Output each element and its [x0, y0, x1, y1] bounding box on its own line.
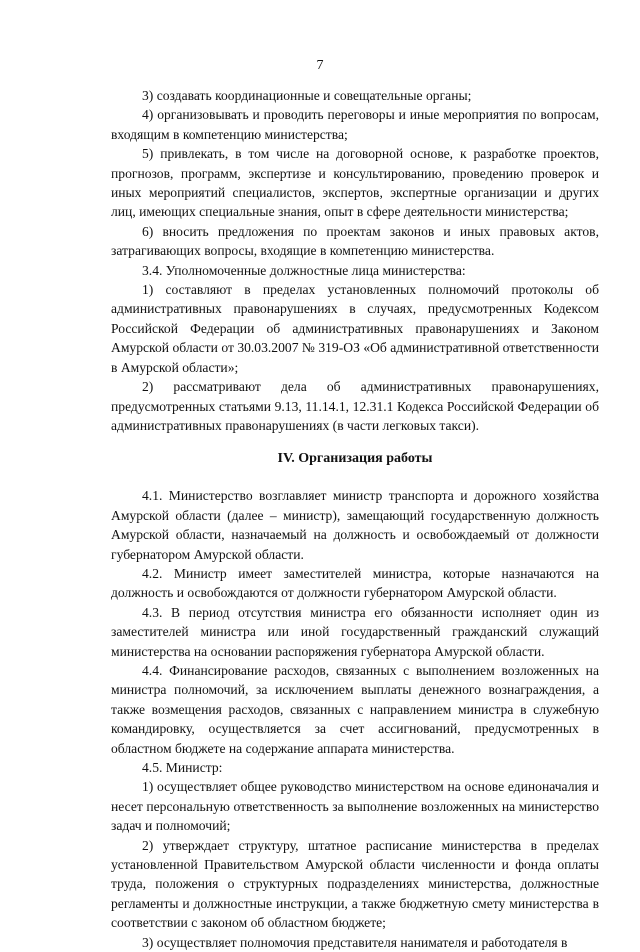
section-heading: IV. Организация работы	[277, 451, 433, 467]
paragraph-4-4: 4.4. Финансирование расходов, связанных с выполнением возложенных на министра полномочий, за исключением выплаты денежного вознаграждения, а также возмещения расходов, связанных с направлением министра в служебную командировку, осуществляется за счет ассигнований, предусмотренных в областном бюджете на содержание аппарата министерства.	[111, 662, 599, 756]
paragraph-4-3: 4.3. В период отсутствия министра его обязанности исполняет один из заместителей министра или иной государственный гражданский служащий министерства на основании распоряжения губернатора Амурской области.	[111, 604, 599, 659]
page-number: 7	[316, 58, 324, 73]
paragraph-4-1: 4.1. Министерство возглавляет министр транспорта и дорожного хозяйства Амурской области (далее – министр), замещающий государственную должность Амурской области, назначаемый на должность и освобождаемый от должности губернатором Амурской области.	[111, 488, 599, 562]
paragraph-3-4-item-1: 1) составляют в пределах установленных полномочий протоколы об административных правонарушениях в случаях, предусмотренных Кодексом Российской Федерации об административных правонарушениях и Законом Амурской области от 30.03.2007 № 319-ОЗ «Об административной ответственности в Амурской области»;	[111, 282, 599, 375]
paragraph-3-4: 3.4. Уполномоченные должностные лица министерства:	[142, 262, 466, 278]
paragraph-4-5-item-1: 1) осуществляет общее руководство министерством на основе единоначалия и несет персональную ответственность за выполнение возложенных на министерство задач и полномочий;	[111, 779, 599, 834]
paragraph-4-5-item-3: 3) осуществляет полномочия представителя нанимателя и работодателя в	[142, 934, 568, 950]
document-body	[111, 86, 599, 952]
paragraph-4-2: 4.2. Министр имеет заместителей министра, которые назначаются на должность и освобождаются от должности губернатором Амурской области.	[111, 565, 599, 601]
paragraph-3-3-item-5: 5) привлекать, в том числе на договорной основе, к разработке проектов, прогнозов, программ, экспертизе и консультированию, проведению проверок и иных мероприятий специалистов, экспертов, экспертные организации и других лиц, имеющих специальные знания, опыт в сфере деятельности министерства;	[111, 146, 599, 220]
paragraph-3-3-item-4: 4) организовывать и проводить переговоры и иные мероприятия по вопросам, входящим в компетенцию министерства;	[111, 107, 599, 142]
paragraph-3-3-item-3: 3) создавать координационные и совещательные органы;	[142, 88, 472, 103]
paragraph-3-4-item-2: 2) рассматривают дела об административных правонарушениях, предусмотренных статьями 9.13, 11.14.1, 12.31.1 Кодекса Российской Федерации об административных правонарушениях (в части легковых такси).	[111, 379, 599, 433]
paragraph-4-5-item-2: 2) утверждает структуру, штатное расписание министерства в пределах установленной Правительством Амурской области численности и фонда оплаты труда, положения о структурных подразделениях министерства, должностные регламенты и должностные инструкции, а также бюджетную смету министерства в соответствии с законом об областном бюджете;	[111, 837, 599, 931]
paragraph-3-3-item-6: 6) вносить предложения по проектам законов и иных правовых актов, затрагивающих вопросы, входящие в компетенцию министерства.	[111, 223, 599, 259]
paragraph-4-5: 4.5. Министр:	[142, 760, 223, 775]
